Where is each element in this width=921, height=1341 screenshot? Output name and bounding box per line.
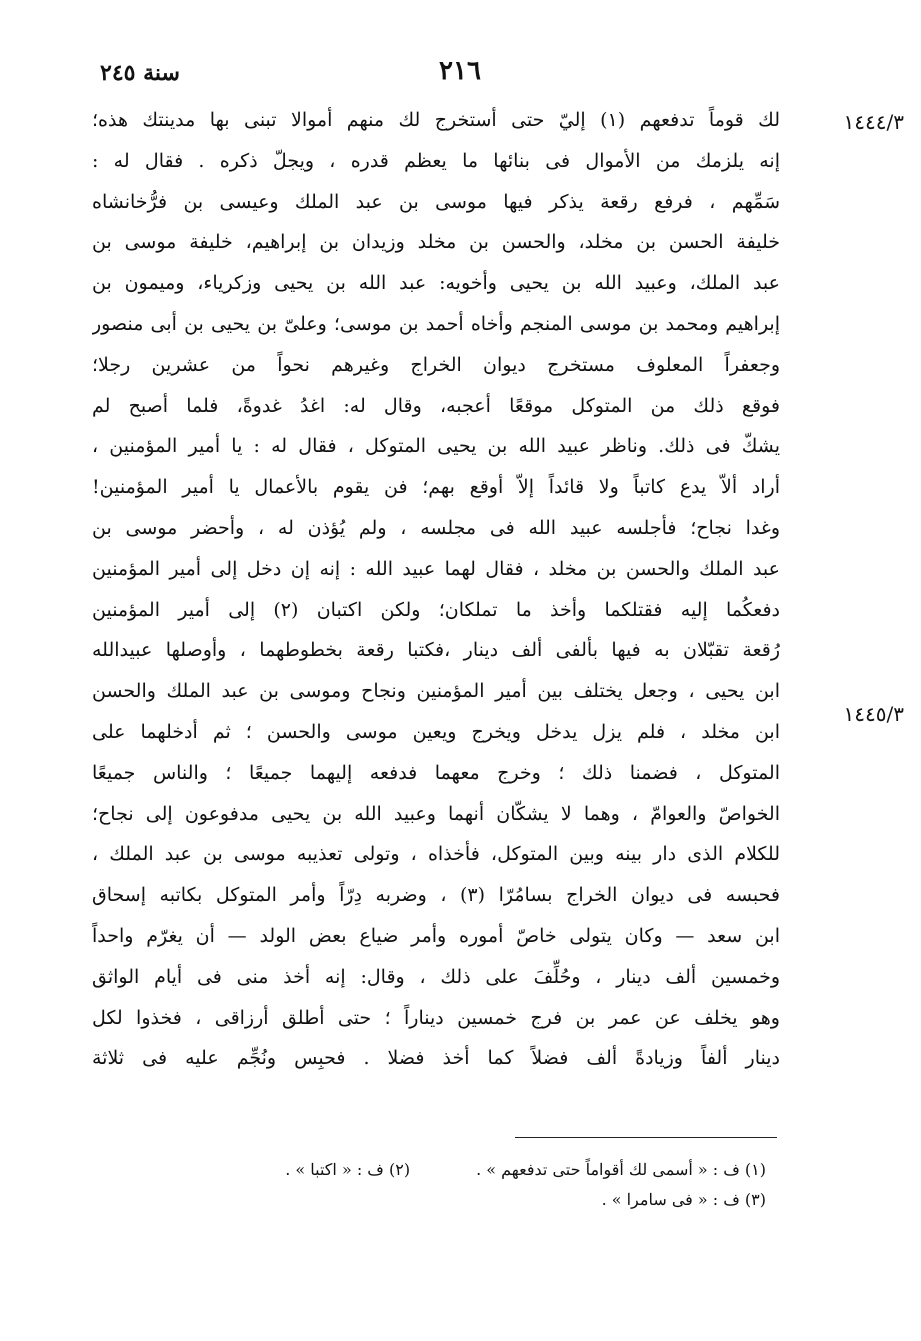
text-line: وغدا نجاح؛ فأجلسه عبيد الله فى مجلسه ، ولم يُؤذن له ، وأحضر موسى بن — [92, 516, 780, 539]
text-line: دفعكُما إليه فقتلكما وأخذ ما تملكان؛ ولكن اكتبان (٢) إلى أمير المؤمنين — [92, 598, 780, 621]
text-line: دينار ألفاً وزيادةً ألف فضلاً كما أخذ فضلا . فحبِس ونُجِّم عليه فى ثلاثة — [92, 1047, 780, 1070]
text-line: إبراهيم ومحمد بن موسى المنجم وأخاه أحمد بن موسى؛ وعلىّ بن يحيى بن أبى منصور — [92, 312, 780, 335]
body-text — [92, 100, 780, 1079]
text-line: وهو يخلف عن عمر بن فرج خمسين ديناراً ؛ حتى أطلق أرزاقى ، فخذوا لكل — [92, 1006, 780, 1029]
text-line: فوقع ذلك من المتوكل موقعًا أعجبه، وقال له: اغدُ غدوةً، فلما أصبح لم — [92, 394, 780, 417]
footnotes — [190, 1155, 766, 1215]
footnote-divider — [515, 1137, 777, 1138]
text-line: الخواصّ والعوامّ ، وهما لا يشكّان أنهما وعبيد الله بن يحيى مدفوعون إلى نجاح؛ — [92, 802, 780, 825]
text-line: ابن سعد — وكان يتولى خاصّ أموره وأمر ضياع بعض الولد — أن يغرّم واحداً — [92, 924, 780, 947]
text-line: أراد ألاّ يدع كاتباً ولا قائداً إلاّ أوقع بهم؛ فن يقوم بالأعمال يا أمير المؤمنين! — [92, 476, 780, 499]
text-line: إنه يلزمك من الأموال فى بنائها ما يعظم قدره ، ويجلّ ذكره . فقال له : — [92, 149, 780, 172]
text-line: فحبسه فى ديوان الخراج بسامُرّا (٣) ، وضربه دِرّاً وأمر المتوكل بكاتبه إسحاق — [92, 884, 780, 907]
text-line: المتوكل ، فضمنا ذلك ؛ وخرج معهما فدفعه إليهما جميعًا ؛ والناس جميعًا — [92, 761, 780, 784]
text-line: لك قوماً تدفعهم (١) إليّ حتى أستخرج لك منهم أموالا تبنى بها مدينتك هذه؛ — [92, 109, 780, 131]
text-line: ابن مخلد ، فلم يزل يدخل ويخرج ويعين موسى والحسن ؛ ثم أدخلهما على — [92, 720, 780, 743]
footnote-row — [190, 1185, 766, 1215]
text-line: رُقعة تقبّلان به فيها بألفى ألف دينار ،فكتبا رقعة بخطوطهما ، وأوصلها عبيدالله — [92, 639, 780, 662]
footnote-3: (٣) ف : « فى سامرا » . — [601, 1190, 766, 1209]
footnote-1: (١) ف : « أسمى لك أقواماً حتى تدفعهم » . — [476, 1160, 766, 1179]
text-line: عبد الملك والحسن بن مخلد ، فقال لهما عبيد الله : إنه إن دخل إلى أمير المؤمنين — [92, 557, 780, 580]
footnote-row — [190, 1155, 766, 1185]
text-line: وخمسين ألف دينار ، وحُلِّفَ على ذلك ، وقال: إنه أخذ منى فى أيام الواثق — [92, 965, 780, 988]
text-line: خليفة الحسن بن مخلد، والحسن بن مخلد وزيدان بن إبراهيم، خليفة موسى بن — [92, 231, 780, 254]
text-line: للكلام الذى دار بينه وبين المتوكل، فأخذاه ، وتولى تعذيبه موسى بن عبد الملك ، — [92, 843, 780, 866]
text-line: يشكّ فى ذلك. وناظر عبيد الله بن يحيى المتوكل ، فقال له : يا أمير المؤمنين ، — [92, 435, 780, 458]
footnote-2: (٢) ف : « اكتبا » . — [285, 1160, 411, 1179]
margin-reference: ١٤٤٥/٣ — [843, 702, 904, 726]
page-number: ٢١٦ — [439, 56, 481, 86]
text-line: ابن يحيى ، وجعل يختلف بين أمير المؤمنين ونجاح وموسى بن عبد الملك والحسن — [92, 680, 780, 703]
running-header-year: سنة ٢٤٥ — [100, 60, 180, 86]
margin-reference: ١٤٤٤/٣ — [843, 110, 904, 134]
text-line: عبد الملك، وعبيد الله بن يحيى وأخويه: عبد الله بن يحيى وزكرياء، وميمون بن — [92, 272, 780, 295]
text-line: سَمِّهم ، فرفع رقعة يذكر فيها موسى بن عبد الملك وعيسى بن فرُّخانشاه — [92, 190, 780, 213]
text-line: وجعفراً المعلوف مستخرج ديوان الخراج وغيرهم نحواً من عشرين رجلا؛ — [92, 353, 780, 376]
